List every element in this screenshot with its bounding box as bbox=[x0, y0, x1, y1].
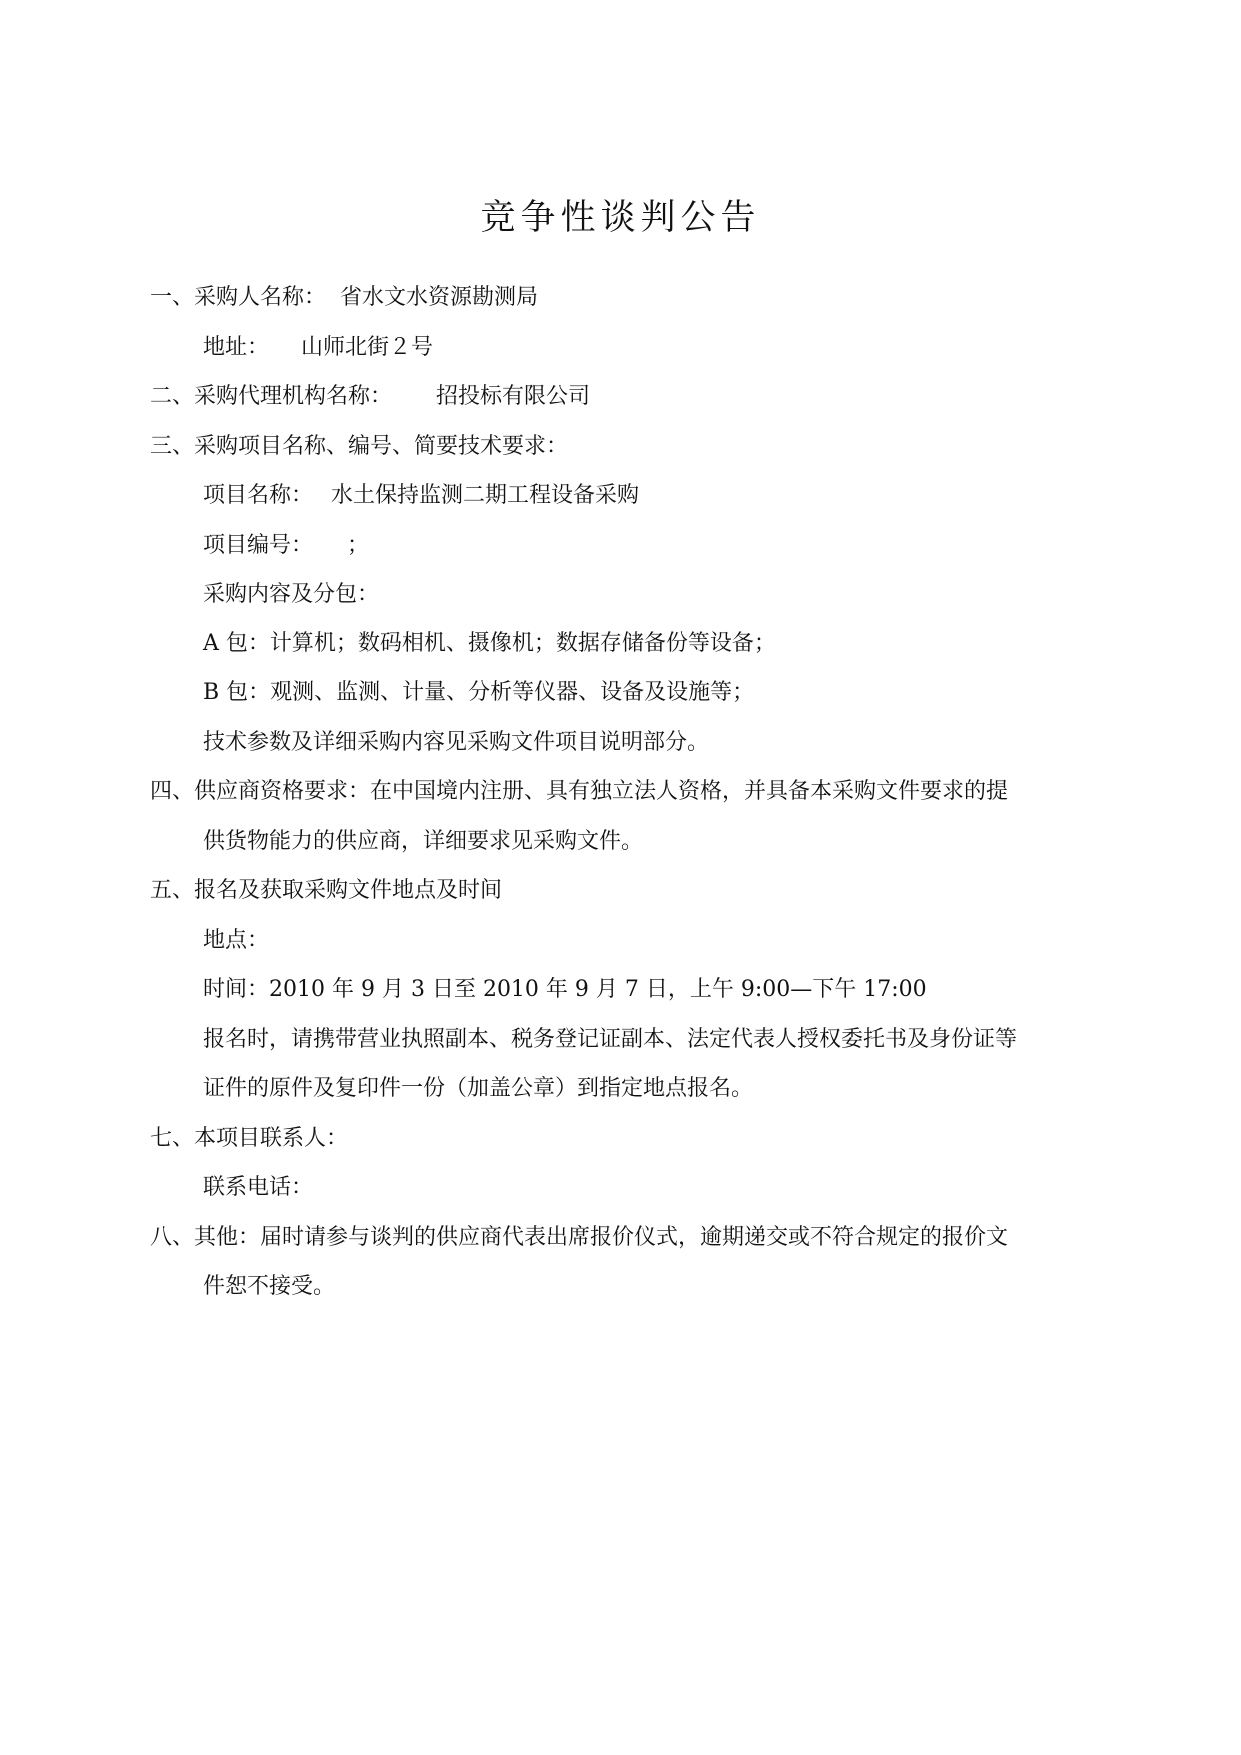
package-a: A 包：计算机；数码相机、摄像机；数据存储备份等设备； bbox=[203, 631, 776, 656]
other-line-1: 八、其他：届时请参与谈判的供应商代表出席报价仪式，逾期递交或不符合规定的报价文 bbox=[150, 1225, 1009, 1250]
project-heading: 三、采购项目名称、编号、简要技术要求： bbox=[150, 434, 569, 459]
content-heading: 采购内容及分包： bbox=[203, 582, 380, 607]
project-number-line bbox=[203, 531, 369, 561]
address-value: 山师北街２号 bbox=[301, 335, 434, 360]
project-name-value: 水土保持监测二期工程设备采购 bbox=[331, 483, 640, 508]
location-label: 地点： bbox=[203, 928, 270, 953]
purchaser-name: 省水文水资源勘测局 bbox=[340, 285, 539, 310]
project-name-label: 项目名称： bbox=[203, 483, 314, 508]
page-title: 竞争性谈判公告 bbox=[480, 198, 761, 238]
registration-heading: 五、报名及获取采购文件地点及时间 bbox=[150, 878, 503, 903]
package-b: B 包：观测、监测、计量、分析等仪器、设备及设施等； bbox=[203, 680, 755, 705]
agency-name: 招投标有限公司 bbox=[436, 384, 591, 409]
project-number-label: 项目编号： bbox=[203, 533, 314, 558]
registration-note-line-2: 证件的原件及复印件一份（加盖公章）到指定地点报名。 bbox=[203, 1076, 754, 1101]
tech-note: 技术参数及详细采购内容见采购文件项目说明部分。 bbox=[203, 730, 710, 755]
agency-line bbox=[150, 382, 590, 412]
qualification-line-2: 供货物能力的供应商，详细要求见采购文件。 bbox=[203, 829, 644, 854]
purchaser-label: 一、采购人名称： bbox=[150, 285, 327, 310]
project-name-line bbox=[203, 481, 639, 511]
other-line-2: 件恕不接受。 bbox=[203, 1274, 336, 1299]
address-label: 地址： bbox=[203, 335, 270, 360]
registration-note-line-1: 报名时，请携带营业执照副本、税务登记证副本、法定代表人授权委托书及身份证等 bbox=[203, 1027, 1018, 1052]
purchaser-line bbox=[150, 283, 538, 313]
agency-label: 二、采购代理机构名称： bbox=[150, 384, 393, 409]
address-line bbox=[203, 333, 433, 363]
contact-phone-label: 联系电话： bbox=[203, 1175, 314, 1200]
project-number-value: ； bbox=[347, 533, 370, 558]
contact-heading: 七、本项目联系人： bbox=[150, 1126, 349, 1151]
time-line: 时间：2010 年 9 月 3 日至 2010 年 9 月 7 日，上午 9:00—下午 17:00 bbox=[203, 977, 927, 1002]
qualification-line-1: 四、供应商资格要求：在中国境内注册、具有独立法人资格，并具备本采购文件要求的提 bbox=[150, 779, 1009, 804]
